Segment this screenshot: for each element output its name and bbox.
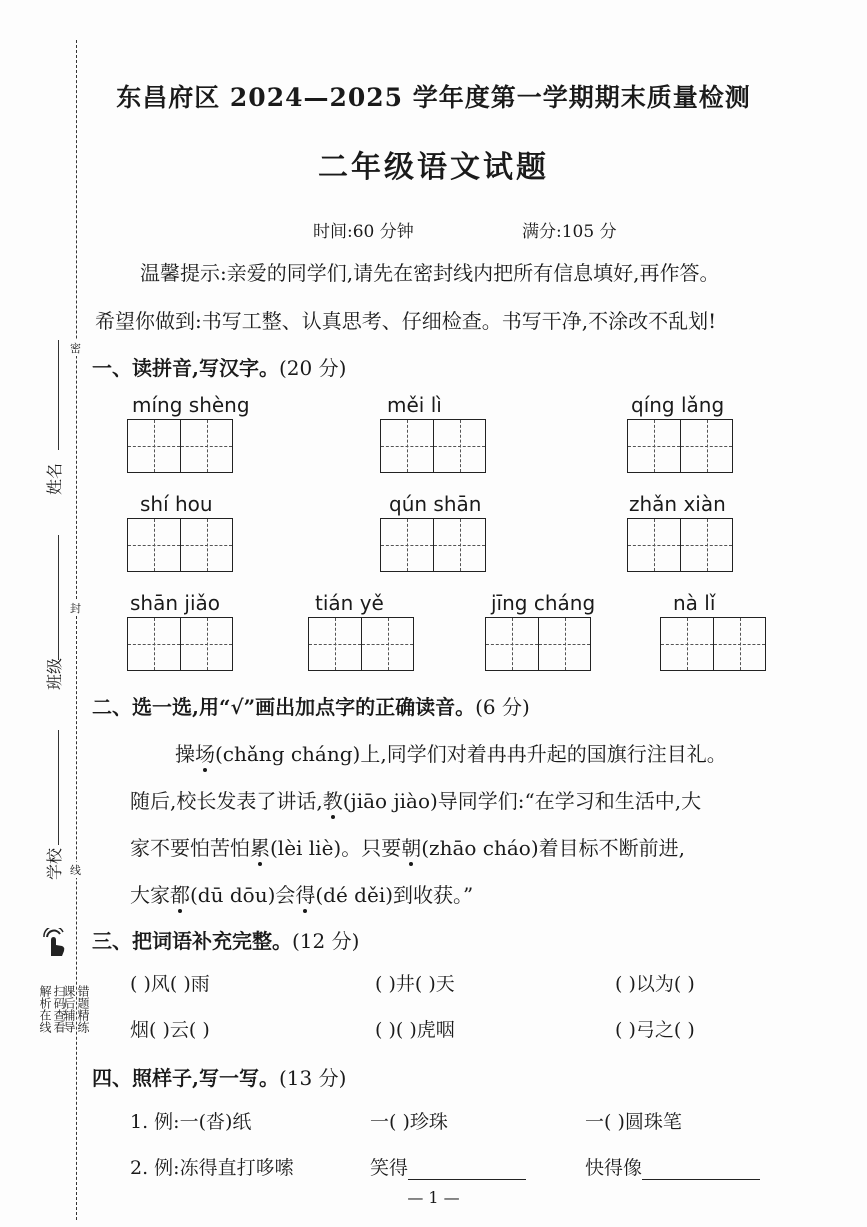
pinyin-5: qún shān [389, 492, 482, 516]
exam-time: 时间:60 分钟 [313, 222, 414, 242]
hand-pointer-icon [42, 928, 68, 962]
class-label: 班级 [45, 657, 64, 690]
char-grid-8[interactable] [308, 617, 414, 671]
section2-line-3: 家不要怕苦怕累(lèi liè)。只要朝(zhāo cháo)着目标不断前进, [130, 836, 685, 860]
char-grid-1[interactable] [127, 419, 233, 473]
seal-dashed-line [76, 40, 77, 1220]
idiom-3[interactable]: ( )以为( ) [615, 973, 695, 995]
school-fill-line[interactable] [58, 730, 59, 845]
pinyin-1: míng shèng [132, 393, 250, 417]
side-note-a: 扫码查看 解析在线 [38, 985, 66, 1033]
q1-blank-pearl[interactable]: 一( )珍珠 [370, 1111, 448, 1133]
seal-char-xian: 线 [70, 864, 81, 877]
name-fill-line[interactable] [58, 340, 59, 450]
pinyin-2: měi lì [387, 393, 442, 417]
pinyin-7: shān jiǎo [130, 591, 220, 615]
section1-heading: 一、读拼音,写汉字。(20 分) [92, 356, 347, 380]
idiom-2[interactable]: ( )井( )天 [375, 973, 455, 995]
class-fill-line[interactable] [58, 535, 59, 660]
char-grid-4[interactable] [127, 518, 233, 572]
q1-example: 1. 例:一(沓)纸 [130, 1111, 252, 1133]
pinyin-10: nà lǐ [673, 591, 716, 615]
char-grid-5[interactable] [380, 518, 486, 572]
name-label: 姓名 [45, 462, 64, 495]
idiom-1[interactable]: ( )风( )雨 [130, 973, 210, 995]
seal-char-mi: 密 [70, 342, 81, 355]
char-grid-10[interactable] [660, 617, 766, 671]
pinyin-8: tián yě [315, 591, 384, 615]
exam-title: 东昌府区 2024—2025 学年度第一学期期末质量检测 [116, 83, 751, 112]
char-grid-3[interactable] [627, 419, 733, 473]
section2-line-2: 随后,校长发表了讲话,教(jiāo jiào)导同学们:“在学习和生活中,大 [130, 789, 702, 813]
exam-full-score: 满分:105 分 [522, 222, 617, 242]
idiom-4[interactable]: 烟( )云( ) [130, 1019, 210, 1041]
section2-line-4: 大家都(dū dōu)会得(dé děi)到收获。” [130, 883, 474, 907]
side-note-b: 错题精练 课后辅导 [62, 985, 90, 1033]
exam-subtitle: 二年级语文试题 [318, 150, 549, 185]
q2-blank-fast[interactable]: 快得像 [585, 1153, 760, 1180]
section3-heading: 三、把词语补充完整。(12 分) [92, 929, 360, 953]
char-grid-7[interactable] [127, 617, 233, 671]
section2-line-1: 操场(chǎng cháng)上,同学们对着冉冉升起的国旗行注目礼。 [175, 742, 727, 766]
tips-line-1: 温馨提示:亲爱的同学们,请先在密封线内把所有信息填好,再作答。 [140, 261, 720, 285]
char-grid-9[interactable] [485, 617, 591, 671]
section4-heading: 四、照样子,写一写。(13 分) [92, 1066, 347, 1090]
char-grid-2[interactable] [380, 419, 486, 473]
page-number: — 1 — [407, 1188, 460, 1207]
section2-heading: 二、选一选,用“√”画出加点字的正确读音。(6 分) [92, 695, 530, 719]
pinyin-4: shí hou [140, 492, 213, 516]
idiom-6[interactable]: ( )弓之( ) [615, 1019, 695, 1041]
q2-example: 2. 例:冻得直打哆嗦 [130, 1157, 294, 1179]
char-grid-6[interactable] [627, 518, 733, 572]
q1-blank-pen[interactable]: 一( )圆珠笔 [585, 1111, 682, 1133]
pinyin-9: jīng cháng [491, 591, 596, 615]
seal-char-feng: 封 [70, 602, 81, 615]
idiom-5[interactable]: ( )( )虎咽 [375, 1019, 455, 1041]
tips-line-2: 希望你做到:书写工整、认真思考、仔细检查。书写干净,不涂改不乱划! [95, 309, 717, 333]
pinyin-3: qíng lǎng [631, 393, 725, 417]
pinyin-6: zhǎn xiàn [629, 492, 726, 516]
school-label: 学校 [45, 847, 64, 880]
q2-blank-laugh[interactable]: 笑得 [370, 1153, 526, 1180]
